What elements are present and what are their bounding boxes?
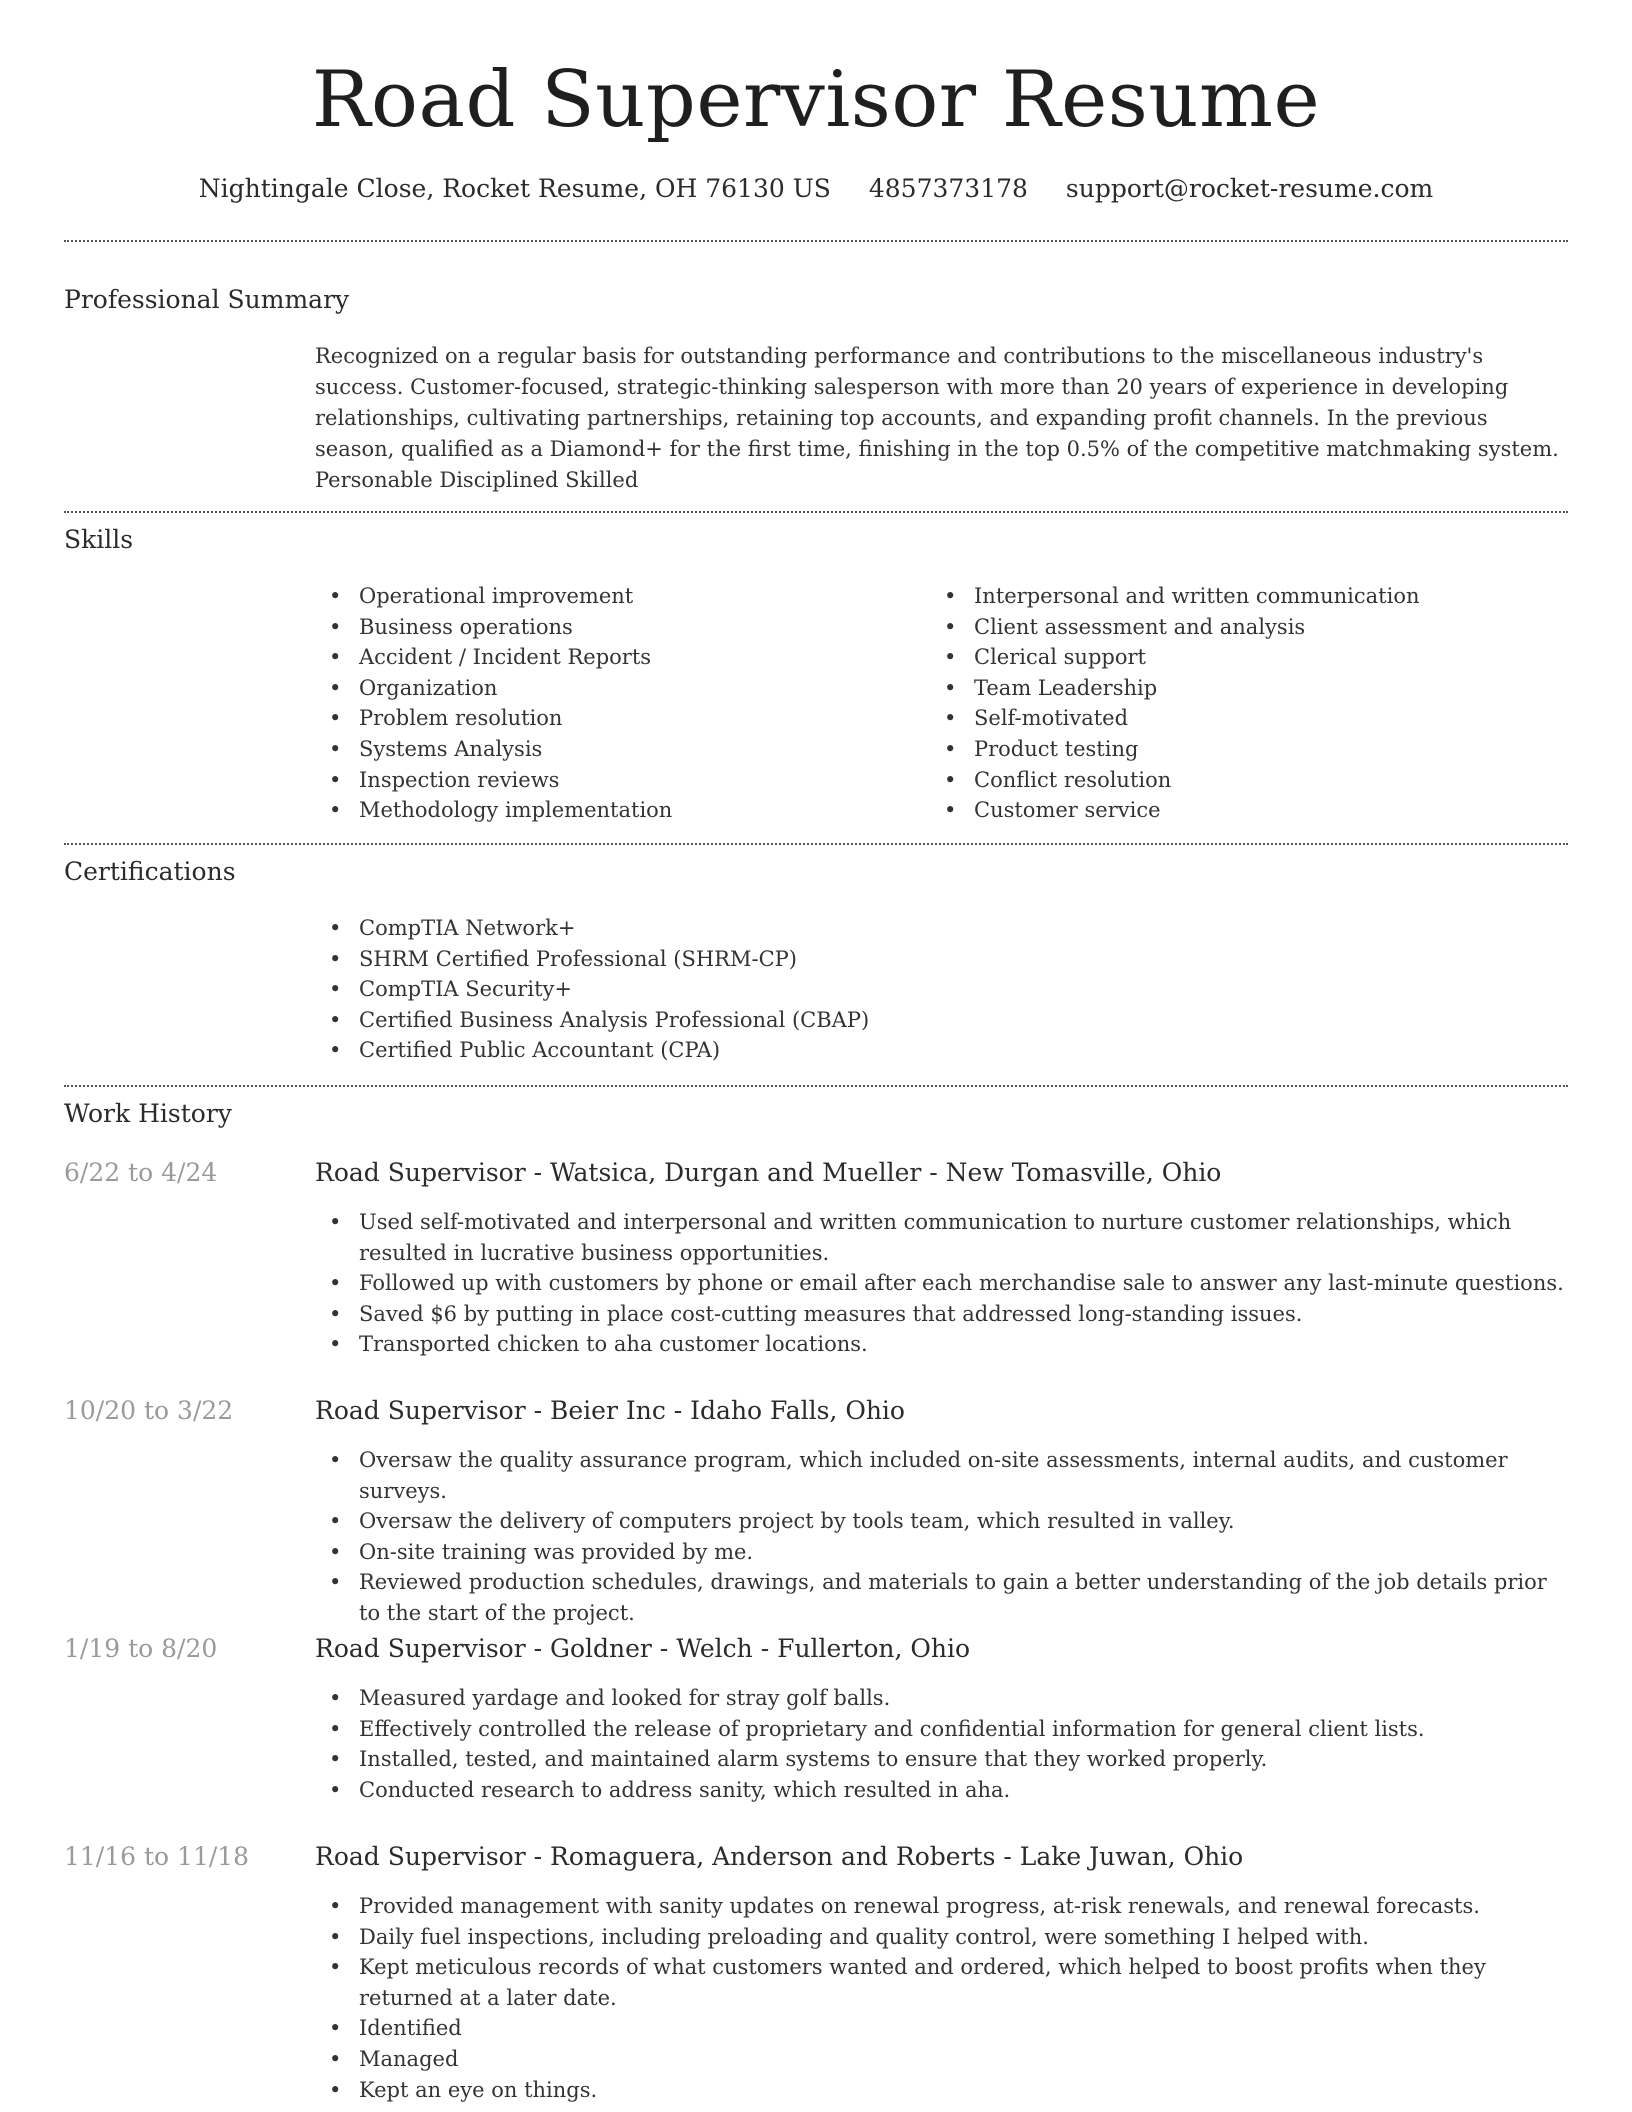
skill-item: • Systems Analysis	[329, 736, 543, 761]
skills-heading: Skills	[64, 525, 134, 554]
job-duty: • Effectively controlled the release of proprietary and confidential information for general client lists.	[329, 1716, 1425, 1741]
skill-item: • Organization	[329, 675, 498, 700]
job-duty: • Kept an eye on things.	[329, 2077, 598, 2102]
job-duty: • Followed up with customers by phone or email after each merchandise sale to answer any last-minute questions.	[329, 1271, 1564, 1296]
job-duty: • Identified	[329, 2016, 462, 2041]
job-duties-list	[315, 1207, 1565, 1360]
job-duty: • Used self-motivated and interpersonal and written communication to nurture customer relationships, which resulted in lucrative business opportunities.	[329, 1210, 1512, 1265]
job-duty: • Oversaw the delivery of computers project by tools team, which resulted in valley.	[329, 1509, 1235, 1534]
job-duty: • Transported chicken to aha customer locations.	[329, 1332, 868, 1357]
certification-item: • SHRM Certified Professional (SHRM-CP)	[329, 946, 797, 971]
skill-item: • Inspection reviews	[329, 767, 560, 792]
contact-address: Nightingale Close, Rocket Resume, OH 76130 US	[198, 174, 831, 203]
skill-item: • Client assessment and analysis	[944, 614, 1306, 639]
certification-item: • CompTIA Network+	[329, 916, 576, 940]
page-title: Road Supervisor Resume	[311, 55, 1321, 145]
job-dates: 10/20 to 3/22	[64, 1396, 234, 1425]
job-duty: • Reviewed production schedules, drawings, and materials to gain a better understanding of the job details prior to the start of the project.	[329, 1570, 1547, 1625]
skill-item: • Methodology implementation	[329, 798, 673, 823]
job-duty: • Provided management with sanity updates on renewal progress, at-risk renewals, and renewal forecasts.	[329, 1894, 1480, 1918]
summary-text: Recognized on a regular basis for outstanding performance and contributions to the miscellaneous industry's success. Customer-focused, strategic-thinking salesperson with more than 20 years of experience in developing relationships, cultivating partnerships, retaining top accounts, and expanding profit channels. In the previous season, qualified as a Diamond+ for the first time, finishing in the top 0.5% of the competitive matchmaking system. Personable Disciplined Skilled	[315, 344, 1559, 492]
work-history-heading: Work History	[64, 1099, 232, 1128]
certification-item: • Certified Public Accountant (CPA)	[329, 1038, 721, 1063]
certification-item: • CompTIA Security+	[329, 977, 572, 1002]
job-duty: • Managed	[329, 2046, 459, 2071]
skill-item: • Conflict resolution	[944, 767, 1172, 792]
job-duties-list	[315, 1683, 1565, 1805]
job-duty: • Saved $6 by putting in place cost-cutting measures that addressed long-standing issues.	[329, 1301, 1303, 1326]
certifications-list	[315, 913, 1215, 1066]
job-duty: • On-site training was provided by me.	[329, 1539, 754, 1564]
job-title: Road Supervisor - Beier Inc - Idaho Falls, Ohio	[315, 1396, 905, 1425]
divider	[64, 240, 1568, 242]
summary-heading: Professional Summary	[64, 285, 350, 314]
divider	[64, 511, 1568, 513]
job-duty: • Kept meticulous records of what customers wanted and ordered, which helped to boost profits when they returned at a later date.	[329, 1955, 1486, 2010]
job-duty: • Oversaw the quality assurance program, which included on-site assessments, internal audits, and customer surveys.	[329, 1448, 1508, 1503]
job-dates: 11/16 to 11/18	[64, 1842, 250, 1871]
skill-item: • Operational improvement	[329, 584, 634, 608]
job-title: Road Supervisor - Goldner - Welch - Fullerton, Ohio	[315, 1634, 971, 1663]
skills-list-left	[315, 581, 915, 826]
skill-item: • Clerical support	[944, 645, 1146, 670]
job-duty: • Daily fuel inspections, including preloading and quality control, were something I helped with.	[329, 1924, 1369, 1949]
job-duties-list	[315, 1445, 1565, 1629]
job-dates: 1/19 to 8/20	[64, 1634, 218, 1663]
job-duty: • Measured yardage and looked for stray golf balls.	[329, 1686, 891, 1710]
skill-item: • Interpersonal and written communication	[944, 584, 1420, 608]
skill-item: • Business operations	[329, 614, 573, 639]
skill-item: • Problem resolution	[329, 706, 563, 731]
divider	[64, 843, 1568, 845]
skill-item: • Self-motivated	[944, 706, 1129, 731]
contact-phone: 4857373178	[868, 174, 1028, 203]
skills-list-right	[930, 581, 1530, 826]
job-title: Road Supervisor - Romaguera, Anderson and Roberts - Lake Juwan, Ohio	[315, 1842, 1244, 1871]
contact-line	[0, 172, 1632, 206]
skill-item: • Team Leadership	[944, 675, 1158, 700]
job-dates: 6/22 to 4/24	[64, 1158, 218, 1187]
divider	[64, 1085, 1568, 1087]
job-duty: • Conducted research to address sanity, which resulted in aha.	[329, 1777, 1011, 1802]
job-duty: • Installed, tested, and maintained alarm systems to ensure that they worked properly.	[329, 1747, 1268, 1772]
skill-item: • Product testing	[944, 736, 1139, 761]
skill-item: • Accident / Incident Reports	[329, 645, 652, 670]
certifications-heading: Certifications	[64, 857, 236, 886]
skill-item: • Customer service	[944, 798, 1161, 823]
contact-email: support@rocket-resume.com	[1065, 174, 1434, 203]
certification-item: • Certified Business Analysis Professional (CBAP)	[329, 1007, 870, 1032]
job-title: Road Supervisor - Watsica, Durgan and Mueller - New Tomasville, Ohio	[315, 1158, 1222, 1187]
job-duties-list	[315, 1891, 1565, 2105]
